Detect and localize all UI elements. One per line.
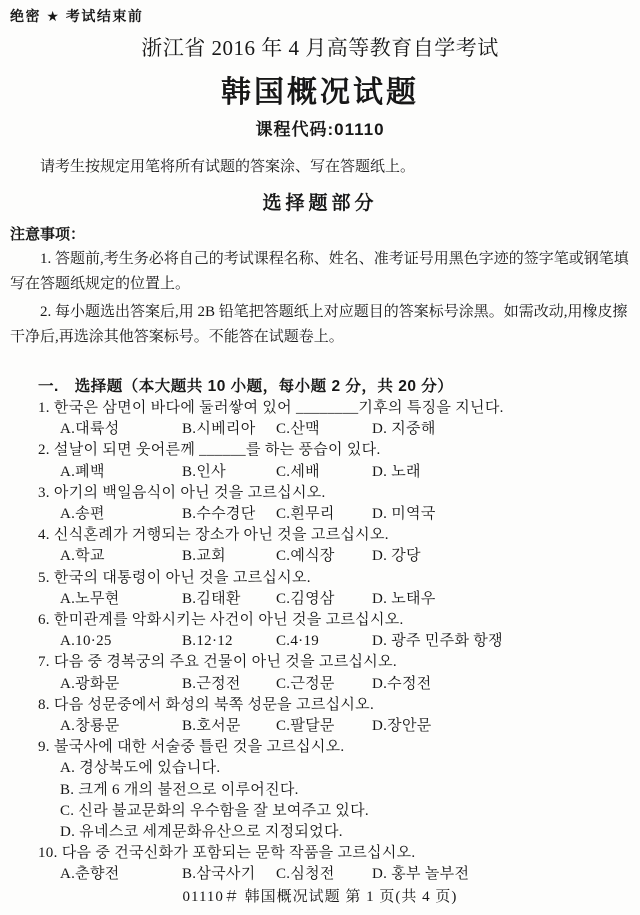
question-number: 4. — [38, 527, 50, 544]
option-b: B.12·12 — [182, 633, 233, 650]
option-c: C.4·19 — [276, 633, 320, 650]
option-d: D.장안문 — [372, 718, 432, 735]
question-3 — [38, 483, 630, 525]
option-c: C.산맥 — [276, 421, 320, 438]
options-row — [38, 546, 630, 567]
question-text: 불국사에 대한 서술중 틀린 것을 고르십시오. — [53, 739, 345, 756]
question-line — [38, 568, 630, 589]
question-text: 한미관계를 악화시키는 사건이 아닌 것을 고르십시오. — [53, 612, 404, 629]
notes-title: 注意事项： — [10, 226, 86, 243]
question-line — [38, 652, 630, 673]
question-number: 6. — [38, 612, 50, 629]
options-row — [38, 674, 630, 695]
question-9 — [38, 737, 630, 843]
option-c: C.팔달문 — [276, 718, 335, 735]
question-text: 신식혼례가 거행되는 장소가 아닌 것을 고르십시오. — [53, 527, 389, 544]
option-b: B.김태환 — [182, 590, 241, 607]
question-line — [38, 843, 630, 864]
option-d: D. 노태우 — [372, 590, 436, 607]
option-a: A.10·25 — [60, 633, 112, 650]
options-row — [38, 631, 630, 652]
secrecy-label: 绝密 ★ 考试结束前 — [10, 8, 144, 24]
option-b: B.삼국사기 — [182, 866, 256, 883]
question-line — [38, 737, 630, 758]
option-b: B.근정전 — [182, 675, 241, 692]
option-b: B.교회 — [182, 548, 226, 565]
question-number: 3. — [38, 484, 50, 501]
notice-item-1: 1. 答题前,考生务必将自己的考试课程名称、姓名、准考证号用黑色字迹的签字笔或钢笔填写在答题纸规定的位置上。 — [10, 251, 629, 292]
question-7 — [38, 652, 630, 694]
option-b: B.인사 — [182, 463, 226, 480]
question-line — [38, 483, 630, 504]
question-line — [38, 610, 630, 631]
option-c: C.근정문 — [276, 675, 335, 692]
paper-title: 韩国概况试题 — [221, 76, 419, 109]
question-8 — [38, 695, 630, 737]
question-5 — [38, 568, 630, 610]
question-text: 설날이 되면 웃어른께 ______를 하는 풍습이 있다. — [53, 442, 381, 459]
options-row — [38, 462, 630, 483]
question-10 — [38, 843, 630, 885]
option-c: C.세배 — [276, 463, 320, 480]
option-c: C.예식장 — [276, 548, 335, 565]
question-line — [38, 398, 630, 419]
option-a: A.폐백 — [60, 463, 105, 480]
options-row — [38, 589, 630, 610]
question-line — [38, 525, 630, 546]
option-a: A.노무현 — [60, 590, 120, 607]
options-row — [38, 419, 630, 440]
option-d: D. 노래 — [372, 463, 421, 480]
options-row — [38, 504, 630, 525]
question-number: 1. — [38, 400, 50, 416]
option-d: D. 지중해 — [372, 421, 436, 438]
option-d: D. 유네스코 세계문화유산으로 지정되었다. — [60, 824, 343, 841]
part-heading: 选择题部分 — [262, 193, 378, 214]
question-number: 8. — [38, 696, 50, 713]
option-d: D. 광주 민주화 항쟁 — [372, 633, 503, 650]
option-d: D. 미역국 — [372, 506, 436, 523]
option-d: D. 홍부 놀부전 — [372, 866, 470, 883]
question-text: 한국은 삼면이 바다에 둘러쌓여 있어 ________기후의 특징을 지닌다. — [53, 400, 504, 416]
notice-item-2: 2. 每小题选出答案后,用 2B 铅笔把答题纸上对应题目的答案标号涂黑。如需改动,用橡皮擦干净后,再选涂其他答案标号。不能答在试题卷上。 — [10, 304, 628, 345]
option-a: A.송편 — [60, 506, 105, 523]
question-6 — [38, 610, 630, 652]
section-heading: 一. 选择题（本大题共 10 小题，每小题 2 分，共 20 分） — [38, 378, 454, 395]
option-c: C. 신라 불교문화의 우수함을 잘 보여주고 있다. — [60, 802, 369, 819]
option-c: C.흰무리 — [276, 506, 335, 523]
question-text: 한국의 대통령이 아닌 것을 고르십시오. — [53, 569, 311, 586]
question-line — [38, 695, 630, 716]
course-code: 课程代码:01110 — [255, 120, 385, 139]
option-b: B.시베리아 — [182, 421, 256, 438]
question-number: 9. — [38, 739, 50, 756]
question-number: 7. — [38, 654, 50, 671]
option-c: C.김영삼 — [276, 590, 335, 607]
option-a: A.춘향전 — [60, 866, 120, 883]
question-4 — [38, 525, 630, 567]
option-b: B. 크게 6 개의 불전으로 이루어진다. — [60, 781, 299, 798]
question-text: 아기의 백일음식이 아닌 것을 고르십시오. — [53, 484, 326, 501]
option-c: C.심청전 — [276, 866, 335, 883]
question-number: 2. — [38, 442, 50, 459]
question-text: 다음 중 건국신화가 포함되는 문학 작품을 고르십시오. — [61, 845, 416, 862]
option-b: B.수수경단 — [182, 506, 256, 523]
option-b: B.호서문 — [182, 718, 241, 735]
option-d: D. 강당 — [372, 548, 421, 565]
question-1 — [38, 398, 630, 440]
questions-list — [38, 398, 630, 886]
intro-note: 请考生按规定用笔将所有试题的答案涂、写在答题纸上。 — [40, 159, 416, 175]
options-row — [38, 864, 630, 885]
question-line — [38, 440, 630, 461]
page-footer: 01110＃ 韩国概况试题 第 1 页(共 4 页) — [182, 889, 458, 905]
question-2 — [38, 440, 630, 482]
option-a: A. 경상북도에 있습니다. — [60, 760, 221, 777]
option-a: A.학교 — [60, 548, 105, 565]
question-text: 다음 성문중에서 화성의 북쪽 성문을 고르십시오. — [53, 696, 375, 713]
question-number: 10. — [38, 845, 58, 862]
option-a: A.광화문 — [60, 675, 120, 692]
exam-title: 浙江省 2016 年 4 月高等教育自学考试 — [141, 36, 499, 60]
option-a: A.대륙성 — [60, 421, 120, 438]
question-number: 5. — [38, 569, 50, 586]
question-text: 다음 중 경복궁의 주요 건물이 아닌 것을 고르십시오. — [53, 654, 397, 671]
option-a: A.창룡문 — [60, 718, 120, 735]
option-d: D.수정전 — [372, 675, 432, 692]
options-row — [38, 716, 630, 737]
